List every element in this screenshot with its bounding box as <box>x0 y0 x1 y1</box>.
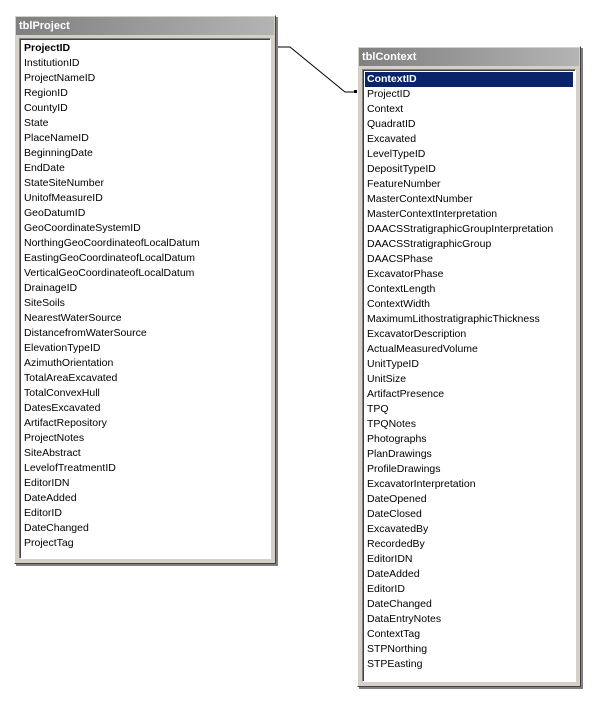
field-DrainageID[interactable]: DrainageID <box>24 282 78 294</box>
field-DateAdded[interactable]: DateAdded <box>24 492 77 504</box>
field-EndDate[interactable]: EndDate <box>24 162 65 174</box>
field-MasterContextInterpretation[interactable]: MasterContextInterpretation <box>367 208 498 220</box>
field-DepositTypeID[interactable]: DepositTypeID <box>367 163 436 175</box>
field-ContextID[interactable]: ContextID <box>365 72 573 87</box>
table-tblContext[interactable] <box>357 46 581 687</box>
field-list-tblProject[interactable] <box>19 38 271 559</box>
field-ProjectID[interactable]: ProjectID <box>367 88 411 100</box>
field-DAACSStratigraphicGroup[interactable]: DAACSStratigraphicGroup <box>367 238 492 250</box>
field-CountyID[interactable]: CountyID <box>24 102 68 114</box>
field-EastingGeoCoordinateofLocalDatum[interactable]: EastingGeoCoordinateofLocalDatum <box>24 252 196 264</box>
field-BeginningDate[interactable]: BeginningDate <box>24 147 93 159</box>
field-ActualMeasuredVolume[interactable]: ActualMeasuredVolume <box>367 343 478 355</box>
field-DateOpened[interactable]: DateOpened <box>367 493 427 505</box>
field-DistancefromWaterSource[interactable]: DistancefromWaterSource <box>24 327 147 339</box>
field-AzimuthOrientation[interactable]: AzimuthOrientation <box>24 357 114 369</box>
field-NearestWaterSource[interactable]: NearestWaterSource <box>24 312 122 324</box>
field-DatesExcavated[interactable]: DatesExcavated <box>24 402 101 414</box>
field-STPNorthing[interactable]: STPNorthing <box>367 643 428 655</box>
field-RegionID[interactable]: RegionID <box>24 87 68 99</box>
field-Context[interactable]: Context <box>367 103 404 115</box>
field-ElevationTypeID[interactable]: ElevationTypeID <box>24 342 101 354</box>
field-ArtifactPresence[interactable]: ArtifactPresence <box>367 388 445 400</box>
field-ExcavatorDescription[interactable]: ExcavatorDescription <box>367 328 467 340</box>
field-RecordedBy[interactable]: RecordedBy <box>367 538 425 550</box>
relationship-connector <box>277 47 358 92</box>
field-ExcavatedBy[interactable]: ExcavatedBy <box>367 523 429 535</box>
field-EditorIDN[interactable]: EditorIDN <box>24 477 70 489</box>
field-DateChanged[interactable]: DateChanged <box>367 598 432 610</box>
field-TPQ[interactable]: TPQ <box>367 403 389 415</box>
field-QuadratID[interactable]: QuadratID <box>367 118 416 130</box>
field-ContextLength[interactable]: ContextLength <box>367 283 436 295</box>
field-list-tblContext[interactable] <box>362 69 576 682</box>
field-DateAdded[interactable]: DateAdded <box>367 568 420 580</box>
field-UnitofMeasureID[interactable]: UnitofMeasureID <box>24 192 103 204</box>
field-DateClosed[interactable]: DateClosed <box>367 508 422 520</box>
table-title-tblContext[interactable]: tblContext <box>359 48 579 66</box>
field-MasterContextNumber[interactable]: MasterContextNumber <box>367 193 473 205</box>
field-LevelofTreatmentID[interactable]: LevelofTreatmentID <box>24 462 116 474</box>
field-DateChanged[interactable]: DateChanged <box>24 522 89 534</box>
field-GeoDatumID[interactable]: GeoDatumID <box>24 207 86 219</box>
table-tblProject[interactable] <box>14 15 276 564</box>
field-PlanDrawings[interactable]: PlanDrawings <box>367 448 432 460</box>
field-ProfileDrawings[interactable]: ProfileDrawings <box>367 463 441 475</box>
field-ExcavatorInterpretation[interactable]: ExcavatorInterpretation <box>367 478 476 490</box>
field-UnitTypeID[interactable]: UnitTypeID <box>367 358 419 370</box>
field-EditorIDN[interactable]: EditorIDN <box>367 553 413 565</box>
field-DAACSStratigraphicGroupInterpretation[interactable]: DAACSStratigraphicGroupInterpretation <box>367 223 554 235</box>
field-ContextWidth[interactable]: ContextWidth <box>367 298 431 310</box>
field-ProjectID[interactable]: ProjectID <box>24 42 71 54</box>
field-FeatureNumber[interactable]: FeatureNumber <box>367 178 441 190</box>
field-EditorID[interactable]: EditorID <box>367 583 405 595</box>
field-ContextTag[interactable]: ContextTag <box>367 628 421 640</box>
field-VerticalGeoCoordinateofLocalDatum[interactable]: VerticalGeoCoordinateofLocalDatum <box>24 267 195 279</box>
field-TotalAreaExcavated[interactable]: TotalAreaExcavated <box>24 372 118 384</box>
field-DataEntryNotes[interactable]: DataEntryNotes <box>367 613 442 625</box>
field-StateSiteNumber[interactable]: StateSiteNumber <box>24 177 104 189</box>
field-MaximumLithostratigraphicThickness[interactable]: MaximumLithostratigraphicThickness <box>367 313 540 325</box>
field-State[interactable]: State <box>24 117 49 129</box>
field-InstitutionID[interactable]: InstitutionID <box>24 57 80 69</box>
field-EditorID[interactable]: EditorID <box>24 507 62 519</box>
field-ProjectNameID[interactable]: ProjectNameID <box>24 72 96 84</box>
field-ArtifactRepository[interactable]: ArtifactRepository <box>24 417 107 429</box>
field-TPQNotes[interactable]: TPQNotes <box>367 418 417 430</box>
field-SiteSoils[interactable]: SiteSoils <box>24 297 65 309</box>
field-ExcavatorPhase[interactable]: ExcavatorPhase <box>367 268 444 280</box>
field-LevelTypeID[interactable]: LevelTypeID <box>367 148 426 160</box>
field-GeoCoordinateSystemID[interactable]: GeoCoordinateSystemID <box>24 222 141 234</box>
field-Photographs[interactable]: Photographs <box>367 433 427 445</box>
field-Excavated[interactable]: Excavated <box>367 133 417 145</box>
field-TotalConvexHull[interactable]: TotalConvexHull <box>24 387 100 399</box>
field-DAACSPhase[interactable]: DAACSPhase <box>367 253 433 265</box>
field-PlaceNameID[interactable]: PlaceNameID <box>24 132 89 144</box>
field-STPEasting[interactable]: STPEasting <box>367 658 423 670</box>
field-NorthingGeoCoordinateofLocalDatum[interactable]: NorthingGeoCoordinateofLocalDatum <box>24 237 200 249</box>
field-ProjectNotes[interactable]: ProjectNotes <box>24 432 85 444</box>
table-title-tblProject[interactable]: tblProject <box>16 17 274 35</box>
field-ProjectTag[interactable]: ProjectTag <box>24 537 74 549</box>
field-SiteAbstract[interactable]: SiteAbstract <box>24 447 81 459</box>
field-UnitSize[interactable]: UnitSize <box>367 373 407 385</box>
